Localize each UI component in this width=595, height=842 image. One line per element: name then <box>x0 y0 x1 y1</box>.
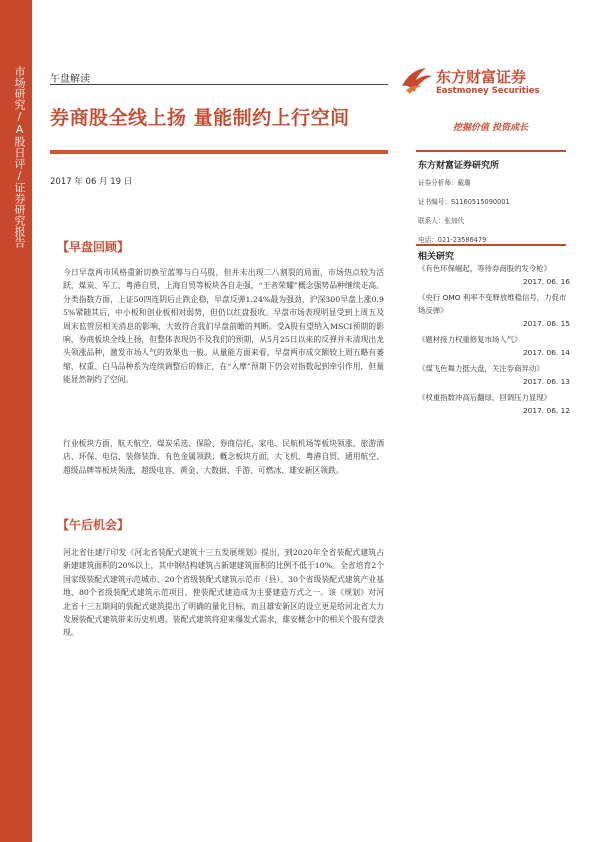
related-item[interactable] <box>418 262 570 288</box>
related-item-title[interactable]: 《有色环保崛起，等待券商股的发令枪》 <box>418 264 552 273</box>
related-item[interactable] <box>418 333 570 359</box>
brand-slogan: 挖掘价值 投资成长 <box>453 123 529 133</box>
header-divider <box>50 84 388 85</box>
related-list <box>418 262 570 420</box>
related-divider <box>416 244 566 246</box>
report-title: 券商股全线上扬 量能制约上行空间 <box>50 107 350 129</box>
analyst-line: 证券分析师：戴璐 <box>418 179 471 187</box>
phone-line: 电话：021-23586479 <box>418 236 487 244</box>
related-title: 相关研究 <box>418 252 455 262</box>
related-item-title[interactable]: 《央行 OMO 利率不变释放维稳信号，力促市场反弹》 <box>418 293 567 315</box>
sidebar-band <box>0 0 32 842</box>
brand-name-en: Eastmoney Securities <box>436 86 540 96</box>
afternoon-paragraph: 河北省住建厅印发《河北省装配式建筑十三五发展规划》提出，到2020年全省装配式建筑占新建建筑面积的20%以上，其中钢结构建筑占新建建筑面积的比例不低于10%。全省培育2个国家级装配式建筑示范城市、20个省级装配式建筑示范市（县）、30个省级装配式建筑产业基地、80个省级装配式建筑示范项目，使装配式建造成为主要建造方式之一。该《规划》对河北省十三五期间的装配式建筑提出了明确的量化目标，而且雄安新区的设立更是给河北省大力发展装配式建筑带来历史机遇，装配式建筑将迎来爆发式需求，雄安概念中的相关个股有望表现。 <box>63 548 384 638</box>
brand-logo <box>400 64 560 114</box>
related-item-title[interactable]: 《煤飞色舞力挺大盘，关注券商异动》 <box>418 364 544 373</box>
morning-review-heading: 【早盘回顾】 <box>57 240 130 254</box>
related-item-date: 2017. 06. 13 <box>522 377 570 386</box>
related-item-date: 2017. 06. 15 <box>522 319 570 328</box>
related-item-date: 2017. 06. 12 <box>522 406 570 415</box>
analyst-info <box>418 174 510 250</box>
related-item-date: 2017. 06. 16 <box>522 277 570 286</box>
brand-name-cn: 东方财富证券 <box>436 68 527 86</box>
related-item-title[interactable]: 《题材接力权重修复市场人气》 <box>418 335 522 344</box>
logo-mark-icon <box>400 66 434 96</box>
related-item[interactable] <box>418 291 570 330</box>
sector-summary-paragraph: 行业板块方面，航天航空、煤炭采选、保险、券商信托、家电、民航机场等板块领涨，旅游酒店、环保、电信、装修装饰、有色金属领跌；概念板块方面，大飞机、粤港自贸、通用航空、超级品牌等板块领涨，超级电容、黄金、大数据、手游、可燃冰、雄安新区领跌。 <box>63 439 384 475</box>
institute-name: 东方财富证券研究所 <box>418 161 500 171</box>
report-date: 2017 年 06 月 19 日 <box>50 177 133 187</box>
contact-line: 联系人：张加代 <box>418 217 465 225</box>
related-item[interactable] <box>418 391 570 417</box>
report-type-tag: 午盘解读 <box>50 74 90 85</box>
sidebar-category-text: 市场研究/A股日评/证券研究报告 <box>13 66 26 248</box>
morning-review-paragraph: 今日早盘两市风格重新切换至蓝筹与白马股，但并未出现二八割裂的局面，市场热点较为活跃，煤炭、军工、粤港自贸、上海自贸等板块各自走强，“王者荣耀”概念强势品种继续走高。分类指数方面，上证50四连阴后止跌企稳，早盘反弹1.24%最为强劲，沪深300早盘上涨0.95%紧随其后，中小板和创业板相对弱势，但仍以红盘报收。早盘市场表现明显受到上周五及周末监管层相关消息的影响，大致符合我们早盘前瞻的判断。受A股有望纳入MSCI预期的影响，券商板块全线上扬，但整体表现仍不及我们的预期，从5月25日以来的反弹并未清现出龙头领涨品种，激发市场人气的效果也一般。从量能方面来看，早盘两市成交额较上周五略有萎缩，权重、白马品种系为连续调整后的修正，在“入摩”预期下仍会对指数起到牵引作用，但量能显然制约了空间。 <box>63 268 384 385</box>
cert-line: 证书编号：S1160515090001 <box>418 198 510 206</box>
related-item[interactable] <box>418 362 570 388</box>
institute-divider <box>416 150 566 152</box>
related-item-date: 2017. 06. 14 <box>522 348 570 357</box>
related-item-title[interactable]: 《权重指数冲高后翻绿，回调压力显现》 <box>418 393 552 402</box>
afternoon-heading: 【午后机会】 <box>57 518 130 532</box>
title-accent-bar <box>50 150 388 154</box>
